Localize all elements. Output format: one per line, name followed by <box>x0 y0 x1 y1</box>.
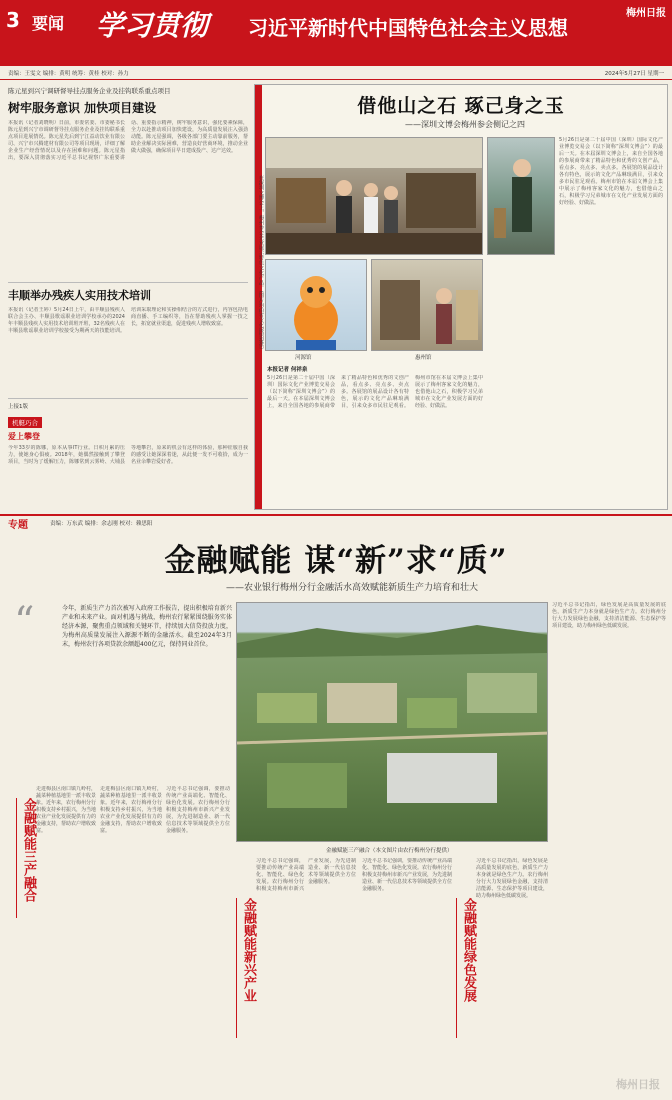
section-heading-1: 金融赋能三产融合 <box>16 798 38 918</box>
heyuan-pavilion-photo <box>265 259 367 351</box>
feature-title: 借他山之石 琢己身之玉 <box>357 95 565 117</box>
section-body-3: 习近平总书记指出，绿色发展是高质量发展的底色，新质生产力本身就是绿色生产力。农行梅州分行大力发展绿色金融，支持清洁能源、生态保护等项目建设，助力梅州绿色低碳发展。 <box>476 858 548 899</box>
section-heading-2: 金融赋能新兴产业 <box>236 898 258 1038</box>
article-body: 本报讯（记者刘晓明）日前，市委常委、市委秘书长陈元星到兴宁市调研督导挂点服务企业及挂钩联系重点项目进展情况。陈元星先后到宁江益动饮业有限公司、兴宁市兴腾建材有限公司等项目现场，详细了解企业生产经营情况以及存在困难和问题。陈元星指出，要深入贯彻落实习近平总书记视察广东重要讲话、重要指示精神，树牢服务意识，强化要素保障，全力以赴推动项目加快建设，为高质量发展注入强劲动能。陈元星强调，各级各部门要主动靠前服务，帮助企业解决实际困难，营造良好营商环境，推动企业做大做强，确保项目早日建成投产、达产达效。 <box>8 120 248 161</box>
feature-body-left: 5月26日是第二十届中国（深圳）国际文化产业博览交易会（以下简称“深圳文博会”）的最后一天。在本届深圳文博会上，来自全国各地的参展商带来了精品特色和优秀的文创产品，看点多、亮点多、卖点多。各展馆的展品设计各有特色，展示的文化产品琳琅满目，引来众多市民驻足观看。梅州市馆在本届文博会上集中展示了梅州客家文化的魅力，也借他山之石，积极学习兄弟城市在文化产业发展方面的好经验、好做法。 <box>267 375 483 409</box>
page-number: 3 <box>6 8 20 32</box>
column-kicker: 机艇巧合 <box>8 417 42 428</box>
special-section-credits: 责编：万东武 编排：余志刚 校对：赖思阳 <box>50 521 153 527</box>
feature-body-right: 5月26日是第二十届中国（深圳）国际文化产业博览交易会（以下简称“深圳文博会”）的最后一天。在本届深圳文博会上，来自全国各地的参展商带来了精品特色和优秀的文创产品，看点多、亮点多、卖点多。各展馆的展品设计各有特色，展示的文化产品琳琅满目，引来众多市民驻足观看。梅州市馆在本届文博会上集中展示了梅州客家文化的魅力，也借他山之石，积极学习兄弟城市在文化产业发展方面的好经验、好做法。 <box>559 137 663 206</box>
special-section-tag: 专题 <box>8 520 28 531</box>
issue-date: 2024年5月27日 星期一 <box>604 71 664 77</box>
photo-caption-heyuan: 河源馆 <box>295 355 312 361</box>
special-subtitle: ——农业银行梅州分行金融活水高效赋能新质生产力培育和壮大 <box>226 583 479 593</box>
continued-tag: 上接1版 <box>8 404 28 410</box>
special-right-column: 习近平总书记指出，绿色发展是高质量发展的底色，新质生产力本身就是绿色生产力。农行梅州分行大力发展绿色金融，支持清洁能源、生态保护等项目建设，助力梅州绿色低碳发展。 <box>552 602 666 629</box>
photo-caption-huizhou: 惠州馆 <box>415 355 432 361</box>
section-heading-3: 金融赋能绿色发展 <box>456 898 478 1038</box>
mascot-image <box>266 260 367 351</box>
article-investment <box>8 86 248 276</box>
article-kicker: 陈元星到兴宁调研督导挂点服务企业及挂钩联系重点项目 <box>8 87 171 95</box>
section-body-1: 走进梅县区南口镇九岭村，蔬菜种植基地里一派丰收景象。近年来，农行梅州分行积极支持乡村振兴，为当地农业产业化发展提供有力的金融支持，帮助农户增收致富。 <box>36 786 96 834</box>
header-meta <box>0 66 672 80</box>
visitor-image <box>488 138 555 255</box>
article-training <box>8 282 248 394</box>
pavilion-image <box>372 260 483 351</box>
feature-vertical-caption: 在深圳文博会上，梅州参会企业展示特色文化产品。（图片均由省文化展馆提供） <box>258 175 264 353</box>
section-body-1c: 习近平总书记强调，要推动传统产业高端化、智能化、绿色化发展。农行梅州分行积极支持梅州市新兴产业发展，为先进制造业、新一代信息技术等领域提供全方位金融服务。 <box>166 786 230 834</box>
section-body-2b: 习近平总书记强调，要推动传统产业高端化、智能化、绿色化发展。农行梅州分行积极支持梅州市新兴产业发展，为先进制造业、新一代信息技术等领域提供全方位金融服务。 <box>362 858 452 892</box>
special-lead: 今年，新质生产力首次被写入政府工作报告，提出积极培育新兴产业和未来产业。面对机遇与挑战，梅州农行紧紧围绕服务实体经济本源，聚焦重点领域和关键环节，持续加大信贷投放力度，为梅州高质量发展注入源源不断的金融活水。截至2024年3月末，梅州农行各项贷款余额超400亿元，保持同业首位。 <box>62 605 232 648</box>
column-box <box>8 398 248 508</box>
section-name: 要闻 <box>32 14 65 33</box>
column-body: 今年33岁的陈娜，原本从事IT行业。日积月累的压力，使她身心俱疲。2018年，她偶然接触到了攀登项目，当时为了缓解压力，陈娜常到云雾岭、大埔县等地攀岩，原来的机会有这样的体验，那种征服自我的感受让她深深着迷，从此便一发不可收拾，成为一名业余攀岩爱好者。 <box>8 445 248 465</box>
newspaper-logo: 梅州日报 <box>626 8 666 19</box>
quote-mark: “ <box>14 599 35 645</box>
exhibition-photo-side <box>487 137 555 255</box>
farmland-photo-caption: 金融赋能三产融合（本文图片由农行梅州分行提供） <box>326 848 453 854</box>
huizhou-pavilion-photo <box>371 259 483 351</box>
aerial-farm-image <box>237 603 548 842</box>
page-header <box>0 0 672 66</box>
header-title: 习近平新时代中国特色社会主义思想 <box>248 16 568 40</box>
brush-title: 学习贯彻 <box>96 9 209 42</box>
farmland-photo <box>236 602 548 842</box>
article-headline: 树牢服务意识 加快项目建设 <box>8 101 157 115</box>
feature-subtitle: ——深圳文博会梅州参会侧记之四 <box>405 120 525 129</box>
feature-byline: 本报记者 何祥泉 <box>267 367 308 373</box>
feature-article <box>254 84 668 510</box>
editor-credits: 责编：王雯文 编排：黄明 统筹：黄桂 校对：孙力 <box>8 71 129 77</box>
newspaper-watermark: 梅州日报 <box>616 1078 660 1091</box>
special-title: 金融赋能 谋“新”求“质” <box>164 543 508 579</box>
column-title: 爱上攀登 <box>8 432 40 441</box>
section-body-1b: 走进梅县区南口镇九岭村，蔬菜种植基地里一派丰收景象。近年来，农行梅州分行积极支持乡村振兴，为当地农业产业化发展提供有力的金融支持，帮助农户增收致富。 <box>100 786 162 834</box>
exhibition-scene-image <box>266 138 483 255</box>
article-body: 本报讯（记者王婷）5月24日上午，由丰顺县残疾人联合会主办、丰顺县歌谣职业培训学校承办的2024年丰顺县残疾人实用技术培训班开班，32名残疾人在丰顺县歌谣职业培训学校接受为期两天的技能培训。培训采取理论和实操相结合的方式进行，内容包括电商直播、手工编织等，旨在帮助残疾人掌握一技之长，拓宽就业渠道，促进残疾人增收致富。 <box>8 307 248 334</box>
exhibition-photo-main <box>265 137 483 255</box>
section-body-2: 习近平总书记强调，要推动传统产业高端化、智能化、绿色化发展。农行梅州分行积极支持梅州市新兴产业发展，为先进制造业、新一代信息技术等领域提供全方位金融服务。 <box>256 858 356 892</box>
article-headline: 丰顺举办残疾人实用技术培训 <box>8 289 151 302</box>
